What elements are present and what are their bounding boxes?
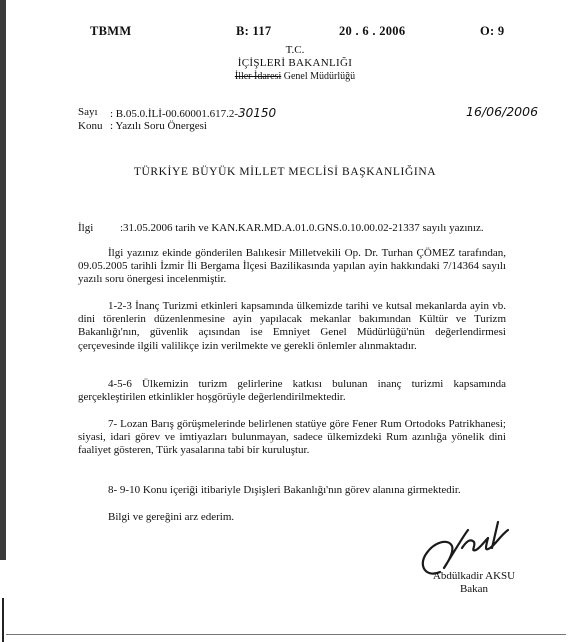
- paragraph-answer-1-2-3: 1-2-3 İnanç Turizmi etkinleri kapsamında ülkemizde tarihi ve kutsal mekanlarda ayin vb. dini törenlerin düzenlenmesine ayin yapılacak mekanlar bakımından Kültür ve Turizm Bakanlığı'nın, güvenlik açısından ise Emniyet Genel Müdürlüğü'nün değerlendirmesi çerçevesinde ilgili valilikçe izin verilmekte ve gerekli önlemler alınmaktadır.: [78, 300, 506, 352]
- sayi-value: : B.05.0.İLİ-00.60001.617.2-: [110, 108, 239, 120]
- signatory-name: Abdülkadir AKSU: [432, 570, 516, 582]
- date-handwritten: 16/06/2006: [466, 104, 539, 119]
- konu-label: Konu: [78, 120, 103, 132]
- sayi-label: Sayı: [78, 106, 98, 118]
- signatory-title: Bakan: [459, 583, 489, 595]
- ilgi-label: İlgi: [78, 222, 94, 234]
- header-b-number: B: 117: [236, 24, 272, 38]
- sayi-line: [110, 106, 276, 120]
- sender-ministry: İÇİŞLERİ BAKANLIĞI: [237, 57, 353, 69]
- scan-bottom-line: [6, 634, 566, 635]
- header-date: 20 . 6 . 2006: [339, 24, 406, 38]
- scan-left-edge-lower: [2, 598, 4, 642]
- paragraph-answer-8-9-10: 8- 9-10 Konu içeriği itibariyle Dışişleri Bakanlığı'nın görev alanına girmektedir.: [108, 484, 461, 496]
- paragraph-intro: İlgi yazınız ekinde gönderilen Balıkesir Milletvekili Op. Dr. Turhan ÇÖMEZ tarafından, 09.05.2005 tarihli İzmir İli Bergama İlçesi Bazilikasında yapılan ayin hakkındaki 7/14364 sayılı yazılı soru önergesi incelenmiştir.: [78, 247, 506, 286]
- sender-directorate: [190, 71, 400, 82]
- scan-left-edge: [0, 0, 6, 642]
- sender-directorate-rest: Genel Müdürlüğü: [281, 71, 356, 82]
- header-org: TBMM: [90, 24, 132, 38]
- ilgi-text: :31.05.2006 tarih ve KAN.KAR.MD.A.01.0.GNS.0.10.00.02-21337 sayılı yazınız.: [120, 222, 484, 234]
- sayi-handwritten: 30150: [238, 106, 277, 120]
- konu-value: : Yazılı Soru Önergesi: [110, 120, 207, 132]
- paragraph-answer-4-5-6: 4-5-6 Ülkemizin turizm gelirlerine katkısı bulunan inanç turizmi kapsamında gerçekleştirilen etkinlikler hoşgörüyle değerlendirilmektedir.: [78, 378, 506, 404]
- addressee: TÜRKİYE BÜYÜK MİLLET MECLİSİ BAŞKANLIĞINA: [133, 166, 437, 178]
- paragraph-closing: Bilgi ve gereğini arz ederim.: [108, 511, 235, 523]
- sender-directorate-struck: İller İdaresi: [234, 71, 282, 82]
- header-o-number: O: 9: [480, 24, 505, 38]
- sender-tc: T.C.: [285, 44, 305, 56]
- paragraph-answer-7: 7- Lozan Barış görüşmelerinde belirlenen statüye göre Fener Rum Ortodoks Patrikhanesi; siyasi, idari görev ve imtiyazları bulunmayan, sadece ülkemizdeki Rum azınlığa yönelik dini faaliyet gösteren, Türk yasalarına tabi bir kuruluştur.: [78, 418, 506, 457]
